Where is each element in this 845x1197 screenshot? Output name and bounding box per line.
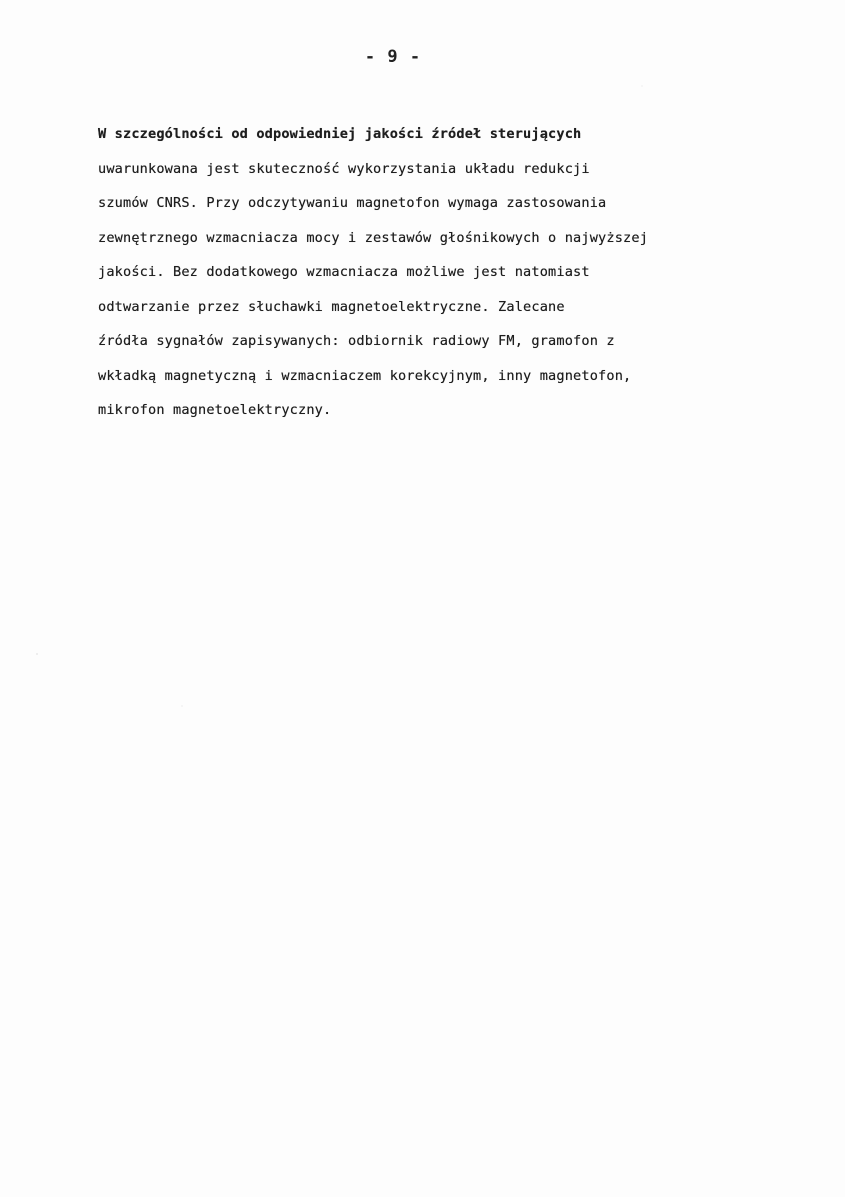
speck-mark	[642, 86, 643, 87]
paragraph-line: jakości. Bez dodatkowego wzmacniacza możliwe jest natomiast	[98, 264, 590, 280]
body-paragraph	[98, 117, 818, 428]
paragraph-line: odtwarzanie przez słuchawki magnetoelektryczne. Zalecane	[98, 298, 565, 315]
paragraph-line: źródła sygnałów zapisywanych: odbiornik radiowy FM, gramofon z	[98, 333, 615, 349]
paragraph-line: mikrofon magnetoelektryczny.	[98, 402, 332, 418]
speck-mark	[182, 706, 183, 707]
paragraph-line: W szczególności od odpowiedniej jakości źródeł sterujących	[98, 126, 582, 142]
paragraph-line: uwarunkowana jest skuteczność wykorzystania układu redukcji	[98, 160, 590, 177]
page-number: - 9 -	[364, 47, 422, 67]
paragraph-line: zewnętrznego wzmacniacza mocy i zestawów głośnikowych o najwyższej	[98, 229, 649, 246]
speck-mark	[36, 653, 37, 654]
paragraph-line: wkładką magnetyczną i wzmacniaczem korekcyjnym, inny magnetofon,	[98, 367, 632, 384]
paragraph-line: szumów CNRS. Przy odczytywaniu magnetofon wymaga zastosowania	[98, 195, 607, 211]
